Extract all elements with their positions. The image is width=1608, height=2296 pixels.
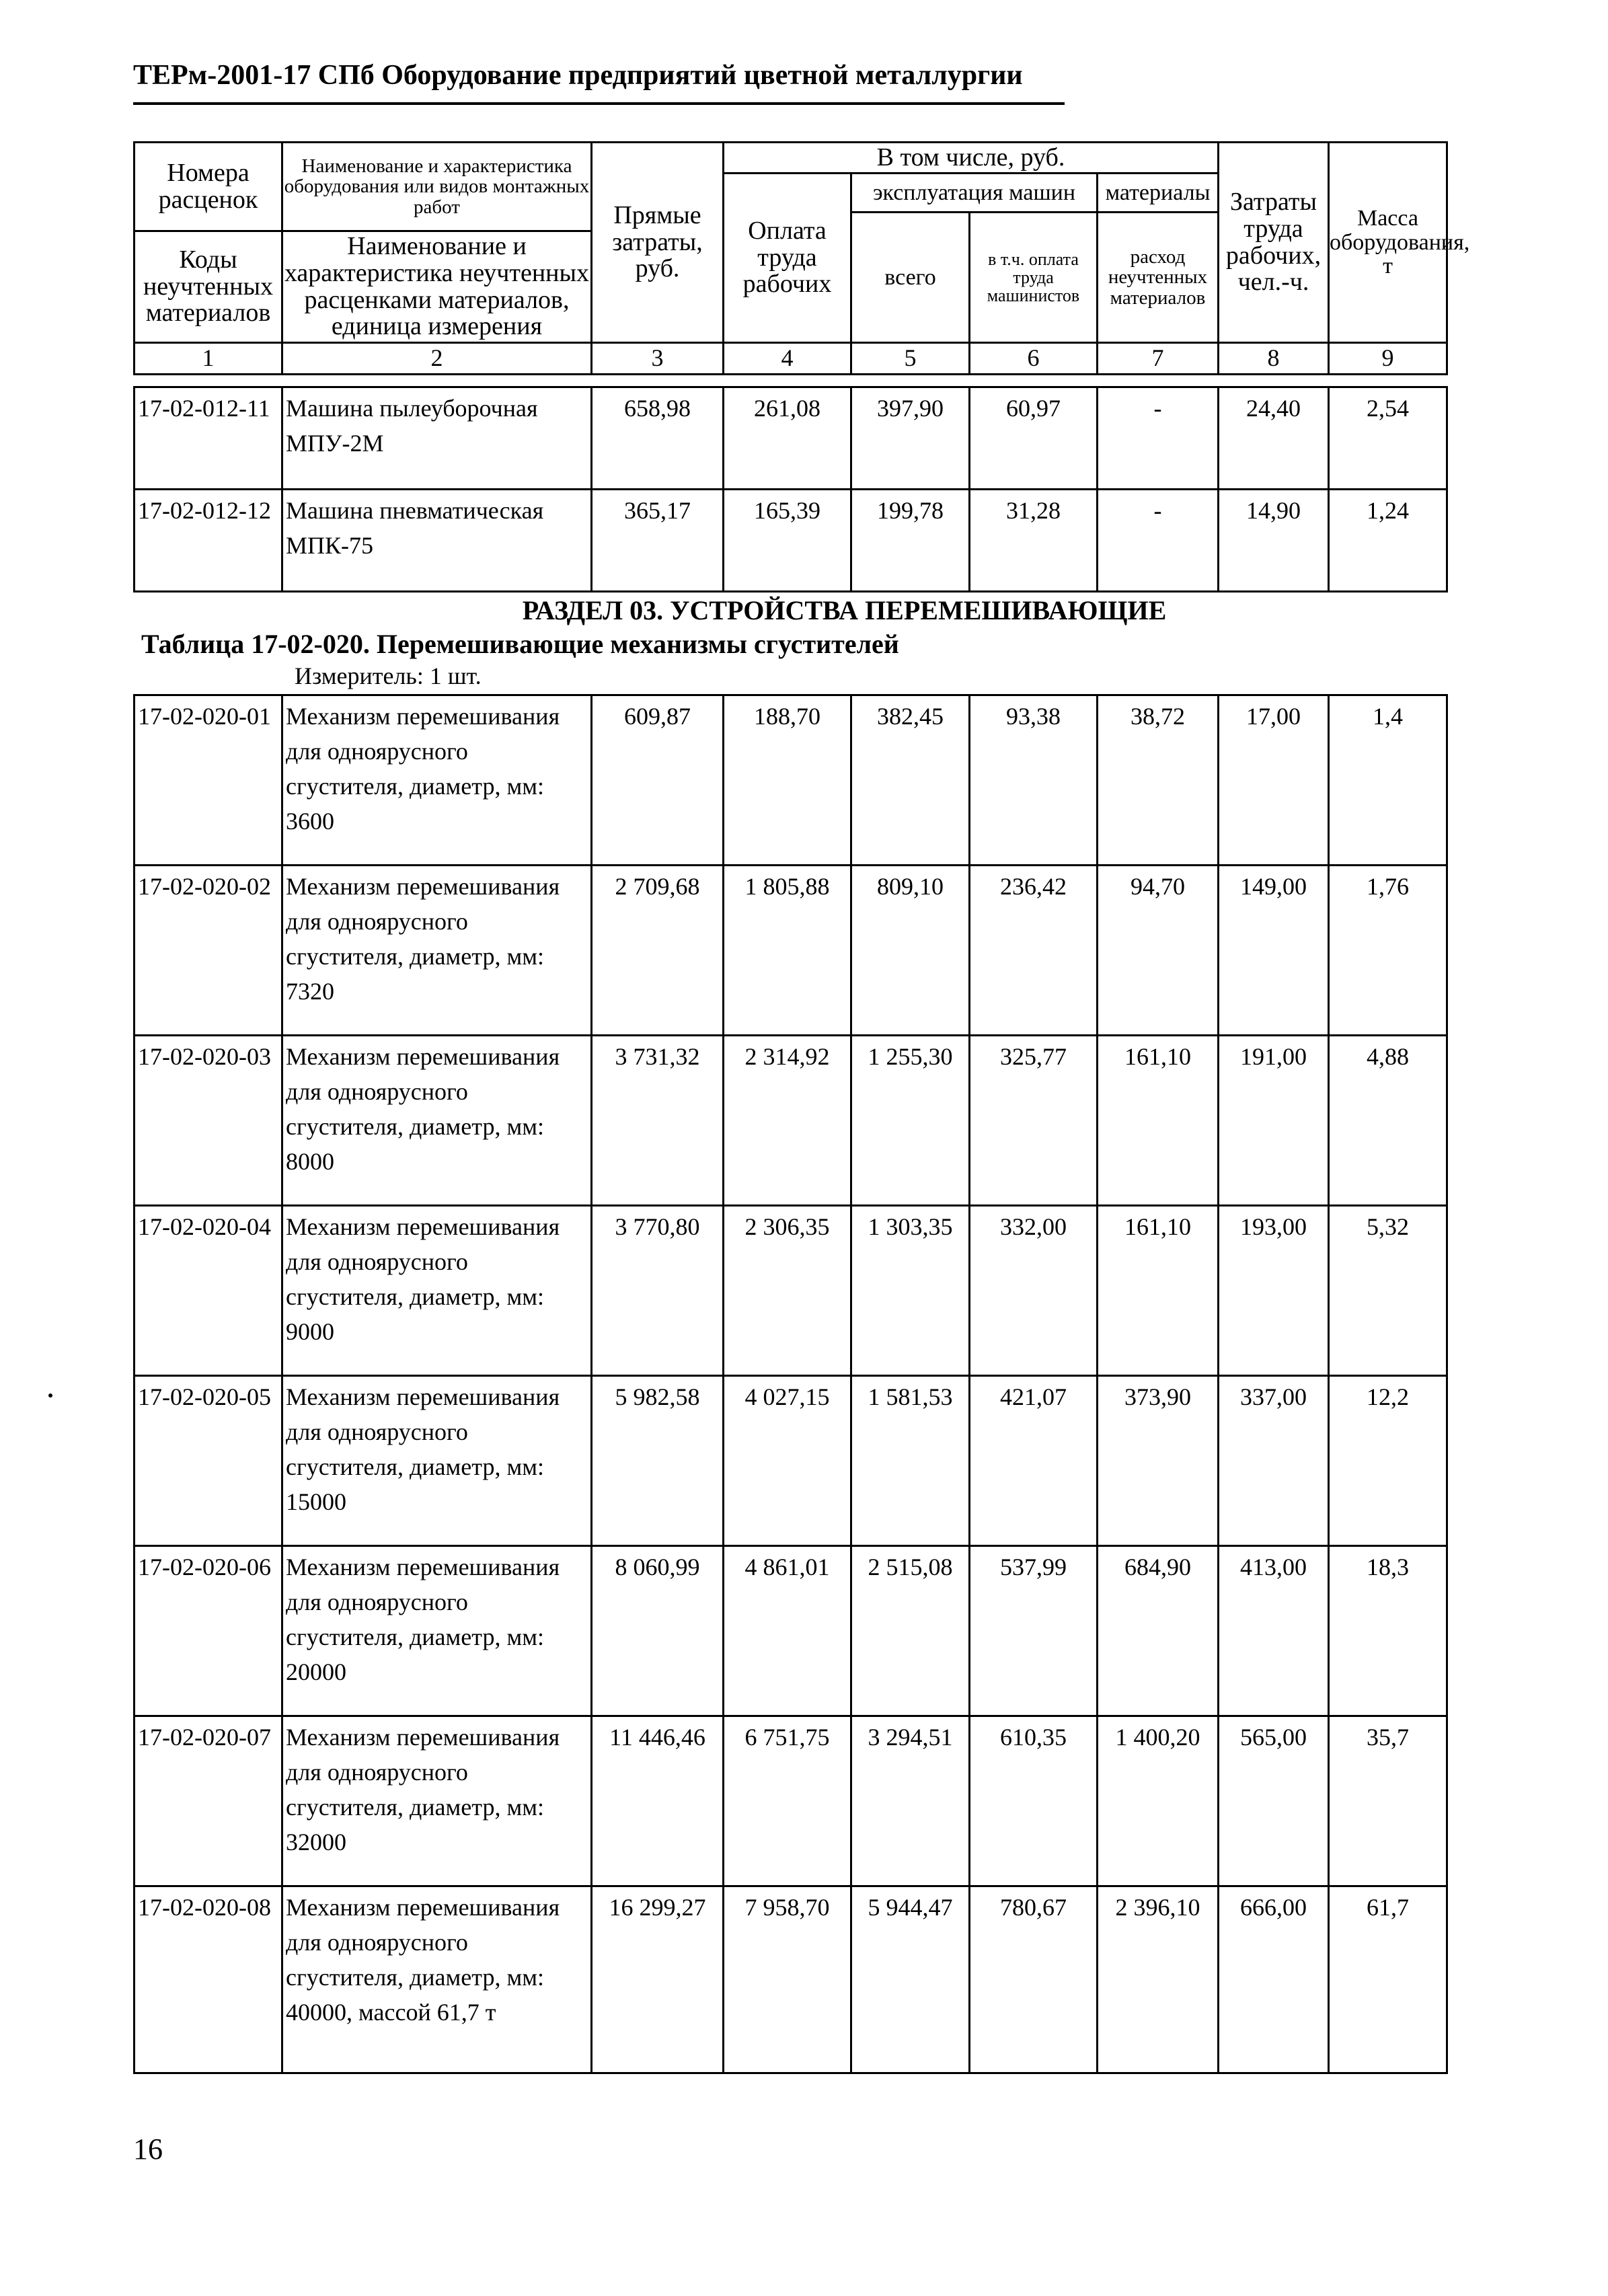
materials-cost: 38,72 bbox=[1098, 695, 1219, 866]
labor-hours: 24,40 bbox=[1219, 387, 1329, 490]
table-title: Таблица 17-02-020. Перемешивающие механизмы сгустителей bbox=[141, 629, 899, 659]
machine-total: 397,90 bbox=[851, 387, 970, 490]
table-row bbox=[135, 1546, 1447, 1716]
labor-pay: 165,39 bbox=[724, 490, 851, 592]
labor-hours: 666,00 bbox=[1219, 1886, 1329, 2073]
header-materials: материалы bbox=[1098, 174, 1219, 213]
header-col7: расход неучтенных материалов bbox=[1098, 213, 1219, 343]
header-col1-top: Номера расценок bbox=[135, 143, 282, 231]
materials-cost: 373,90 bbox=[1098, 1376, 1219, 1546]
machine-total: 1 581,53 bbox=[851, 1376, 970, 1546]
labor-pay: 4 027,15 bbox=[724, 1376, 851, 1546]
equipment-name: Механизм перемешивания для одноярусного сгустителя, диаметр, мм: 7320 bbox=[282, 866, 592, 1036]
labor-hours: 14,90 bbox=[1219, 490, 1329, 592]
equipment-mass: 1,4 bbox=[1329, 695, 1447, 866]
table-row bbox=[135, 387, 1447, 490]
machinist-pay: 93,38 bbox=[970, 695, 1098, 866]
scan-speck bbox=[48, 1393, 52, 1398]
machine-total: 809,10 bbox=[851, 866, 970, 1036]
header-col2-bottom: Наименование и характеристика неучтенных расценками материалов, единица измерения bbox=[282, 231, 592, 343]
col-number: 8 bbox=[1219, 343, 1329, 375]
machinist-pay: 31,28 bbox=[970, 490, 1098, 592]
labor-pay: 7 958,70 bbox=[724, 1886, 851, 2073]
rate-code: 17-02-012-12 bbox=[135, 490, 282, 592]
machinist-pay: 332,00 bbox=[970, 1206, 1098, 1376]
equipment-name: Механизм перемешивания для одноярусного сгустителя, диаметр, мм: 8000 bbox=[282, 1036, 592, 1206]
direct-costs: 3 770,80 bbox=[592, 1206, 724, 1376]
direct-costs: 3 731,32 bbox=[592, 1036, 724, 1206]
equipment-mass: 1,76 bbox=[1329, 866, 1447, 1036]
materials-cost: 94,70 bbox=[1098, 866, 1219, 1036]
machinist-pay: 780,67 bbox=[970, 1886, 1098, 2073]
direct-costs: 8 060,99 bbox=[592, 1546, 724, 1716]
rate-code: 17-02-020-02 bbox=[135, 866, 282, 1036]
equipment-name: Механизм перемешивания для одноярусного сгустителя, диаметр, мм: 32000 bbox=[282, 1716, 592, 1886]
table-row bbox=[135, 1716, 1447, 1886]
rate-code: 17-02-020-07 bbox=[135, 1716, 282, 1886]
rate-code: 17-02-020-04 bbox=[135, 1206, 282, 1376]
labor-pay: 1 805,88 bbox=[724, 866, 851, 1036]
materials-cost: - bbox=[1098, 490, 1219, 592]
direct-costs: 365,17 bbox=[592, 490, 724, 592]
header-machines: эксплуатация машин bbox=[851, 174, 1098, 213]
machinist-pay: 60,97 bbox=[970, 387, 1098, 490]
labor-hours: 17,00 bbox=[1219, 695, 1329, 866]
direct-costs: 5 982,58 bbox=[592, 1376, 724, 1546]
machinist-pay: 537,99 bbox=[970, 1546, 1098, 1716]
rate-code: 17-02-020-01 bbox=[135, 695, 282, 866]
machine-total: 3 294,51 bbox=[851, 1716, 970, 1886]
price-table-020 bbox=[133, 694, 1448, 2074]
equipment-name: Механизм перемешивания для одноярусного сгустителя, диаметр, мм: 3600 bbox=[282, 695, 592, 866]
page-number: 16 bbox=[133, 2133, 163, 2166]
materials-cost: - bbox=[1098, 387, 1219, 490]
col-number: 6 bbox=[970, 343, 1098, 375]
col-number: 9 bbox=[1329, 343, 1447, 375]
table-row bbox=[135, 1886, 1447, 2073]
table-row bbox=[135, 1206, 1447, 1376]
equipment-mass: 4,88 bbox=[1329, 1036, 1447, 1206]
equipment-mass: 18,3 bbox=[1329, 1546, 1447, 1716]
equipment-mass: 35,7 bbox=[1329, 1716, 1447, 1886]
table-row bbox=[135, 1376, 1447, 1546]
header-col3: Прямые затраты, руб. bbox=[592, 143, 724, 343]
labor-hours: 413,00 bbox=[1219, 1546, 1329, 1716]
equipment-name: Механизм перемешивания для одноярусного сгустителя, диаметр, мм: 9000 bbox=[282, 1206, 592, 1376]
materials-cost: 2 396,10 bbox=[1098, 1886, 1219, 2073]
labor-hours: 149,00 bbox=[1219, 866, 1329, 1036]
col-number: 2 bbox=[282, 343, 592, 375]
col-number: 3 bbox=[592, 343, 724, 375]
labor-pay: 2 306,35 bbox=[724, 1206, 851, 1376]
header-col9: Масса оборудования, т bbox=[1329, 143, 1447, 343]
direct-costs: 11 446,46 bbox=[592, 1716, 724, 1886]
header-col6: в т.ч. оплата труда машинистов bbox=[970, 213, 1098, 343]
labor-hours: 337,00 bbox=[1219, 1376, 1329, 1546]
materials-cost: 161,10 bbox=[1098, 1036, 1219, 1206]
machine-total: 5 944,47 bbox=[851, 1886, 970, 2073]
col-number: 1 bbox=[135, 343, 282, 375]
header-col2-top: Наименование и характеристика оборудования или видов монтажных работ bbox=[282, 143, 592, 231]
equipment-name: Механизм перемешивания для одноярусного сгустителя, диаметр, мм: 20000 bbox=[282, 1546, 592, 1716]
equipment-mass: 2,54 bbox=[1329, 387, 1447, 490]
direct-costs: 609,87 bbox=[592, 695, 724, 866]
equipment-name: Механизм перемешивания для одноярусного сгустителя, диаметр, мм: 15000 bbox=[282, 1376, 592, 1546]
machinist-pay: 236,42 bbox=[970, 866, 1098, 1036]
table-row bbox=[135, 695, 1447, 866]
machinist-pay: 325,77 bbox=[970, 1036, 1098, 1206]
equipment-mass: 5,32 bbox=[1329, 1206, 1447, 1376]
rate-code: 17-02-012-11 bbox=[135, 387, 282, 490]
unit-label: Измеритель: 1 шт. bbox=[295, 662, 482, 689]
materials-cost: 684,90 bbox=[1098, 1546, 1219, 1716]
machine-total: 1 303,35 bbox=[851, 1206, 970, 1376]
equipment-name: Машина пневматическая МПК-75 bbox=[282, 490, 592, 592]
labor-hours: 193,00 bbox=[1219, 1206, 1329, 1376]
rate-code: 17-02-020-03 bbox=[135, 1036, 282, 1206]
header-col5: всего bbox=[851, 213, 970, 343]
materials-cost: 161,10 bbox=[1098, 1206, 1219, 1376]
labor-pay: 6 751,75 bbox=[724, 1716, 851, 1886]
page-header: ТЕРм-2001-17 СПб Оборудование предприятий цветной металлургии bbox=[133, 60, 1023, 91]
machinist-pay: 421,07 bbox=[970, 1376, 1098, 1546]
equipment-mass: 12,2 bbox=[1329, 1376, 1447, 1546]
table-row bbox=[135, 490, 1447, 592]
section-title: РАЗДЕЛ 03. УСТРОЙСТВА ПЕРЕМЕШИВАЮЩИЕ bbox=[522, 595, 1167, 625]
col-number: 7 bbox=[1098, 343, 1219, 375]
direct-costs: 16 299,27 bbox=[592, 1886, 724, 2073]
machine-total: 2 515,08 bbox=[851, 1546, 970, 1716]
col-number: 4 bbox=[724, 343, 851, 375]
equipment-mass: 1,24 bbox=[1329, 490, 1447, 592]
machine-total: 199,78 bbox=[851, 490, 970, 592]
labor-pay: 4 861,01 bbox=[724, 1546, 851, 1716]
machine-total: 1 255,30 bbox=[851, 1036, 970, 1206]
materials-cost: 1 400,20 bbox=[1098, 1716, 1219, 1886]
column-header-table bbox=[133, 141, 1470, 375]
header-rule bbox=[133, 102, 1065, 105]
equipment-name: Машина пылеуборочная МПУ-2М bbox=[282, 387, 592, 490]
equipment-mass: 61,7 bbox=[1329, 1886, 1447, 2073]
header-col8: Затраты труда рабочих, чел.-ч. bbox=[1219, 143, 1329, 343]
table-row bbox=[135, 866, 1447, 1036]
rate-code: 17-02-020-06 bbox=[135, 1546, 282, 1716]
rate-code: 17-02-020-08 bbox=[135, 1886, 282, 2073]
header-col4: Оплата труда рабочих bbox=[724, 174, 851, 343]
labor-hours: 191,00 bbox=[1219, 1036, 1329, 1206]
header-col1-bottom: Коды неучтенных материалов bbox=[135, 231, 282, 343]
labor-pay: 261,08 bbox=[724, 387, 851, 490]
labor-hours: 565,00 bbox=[1219, 1716, 1329, 1886]
labor-pay: 2 314,92 bbox=[724, 1036, 851, 1206]
equipment-name: Механизм перемешивания для одноярусного сгустителя, диаметр, мм: 40000, массой 61,7 т bbox=[282, 1886, 592, 2073]
price-table-012 bbox=[133, 386, 1448, 592]
labor-pay: 188,70 bbox=[724, 695, 851, 866]
table-row bbox=[135, 1036, 1447, 1206]
machine-total: 382,45 bbox=[851, 695, 970, 866]
header-in-total: В том числе, руб. bbox=[724, 143, 1219, 174]
machinist-pay: 610,35 bbox=[970, 1716, 1098, 1886]
direct-costs: 2 709,68 bbox=[592, 866, 724, 1036]
col-number: 5 bbox=[851, 343, 970, 375]
rate-code: 17-02-020-05 bbox=[135, 1376, 282, 1546]
direct-costs: 658,98 bbox=[592, 387, 724, 490]
